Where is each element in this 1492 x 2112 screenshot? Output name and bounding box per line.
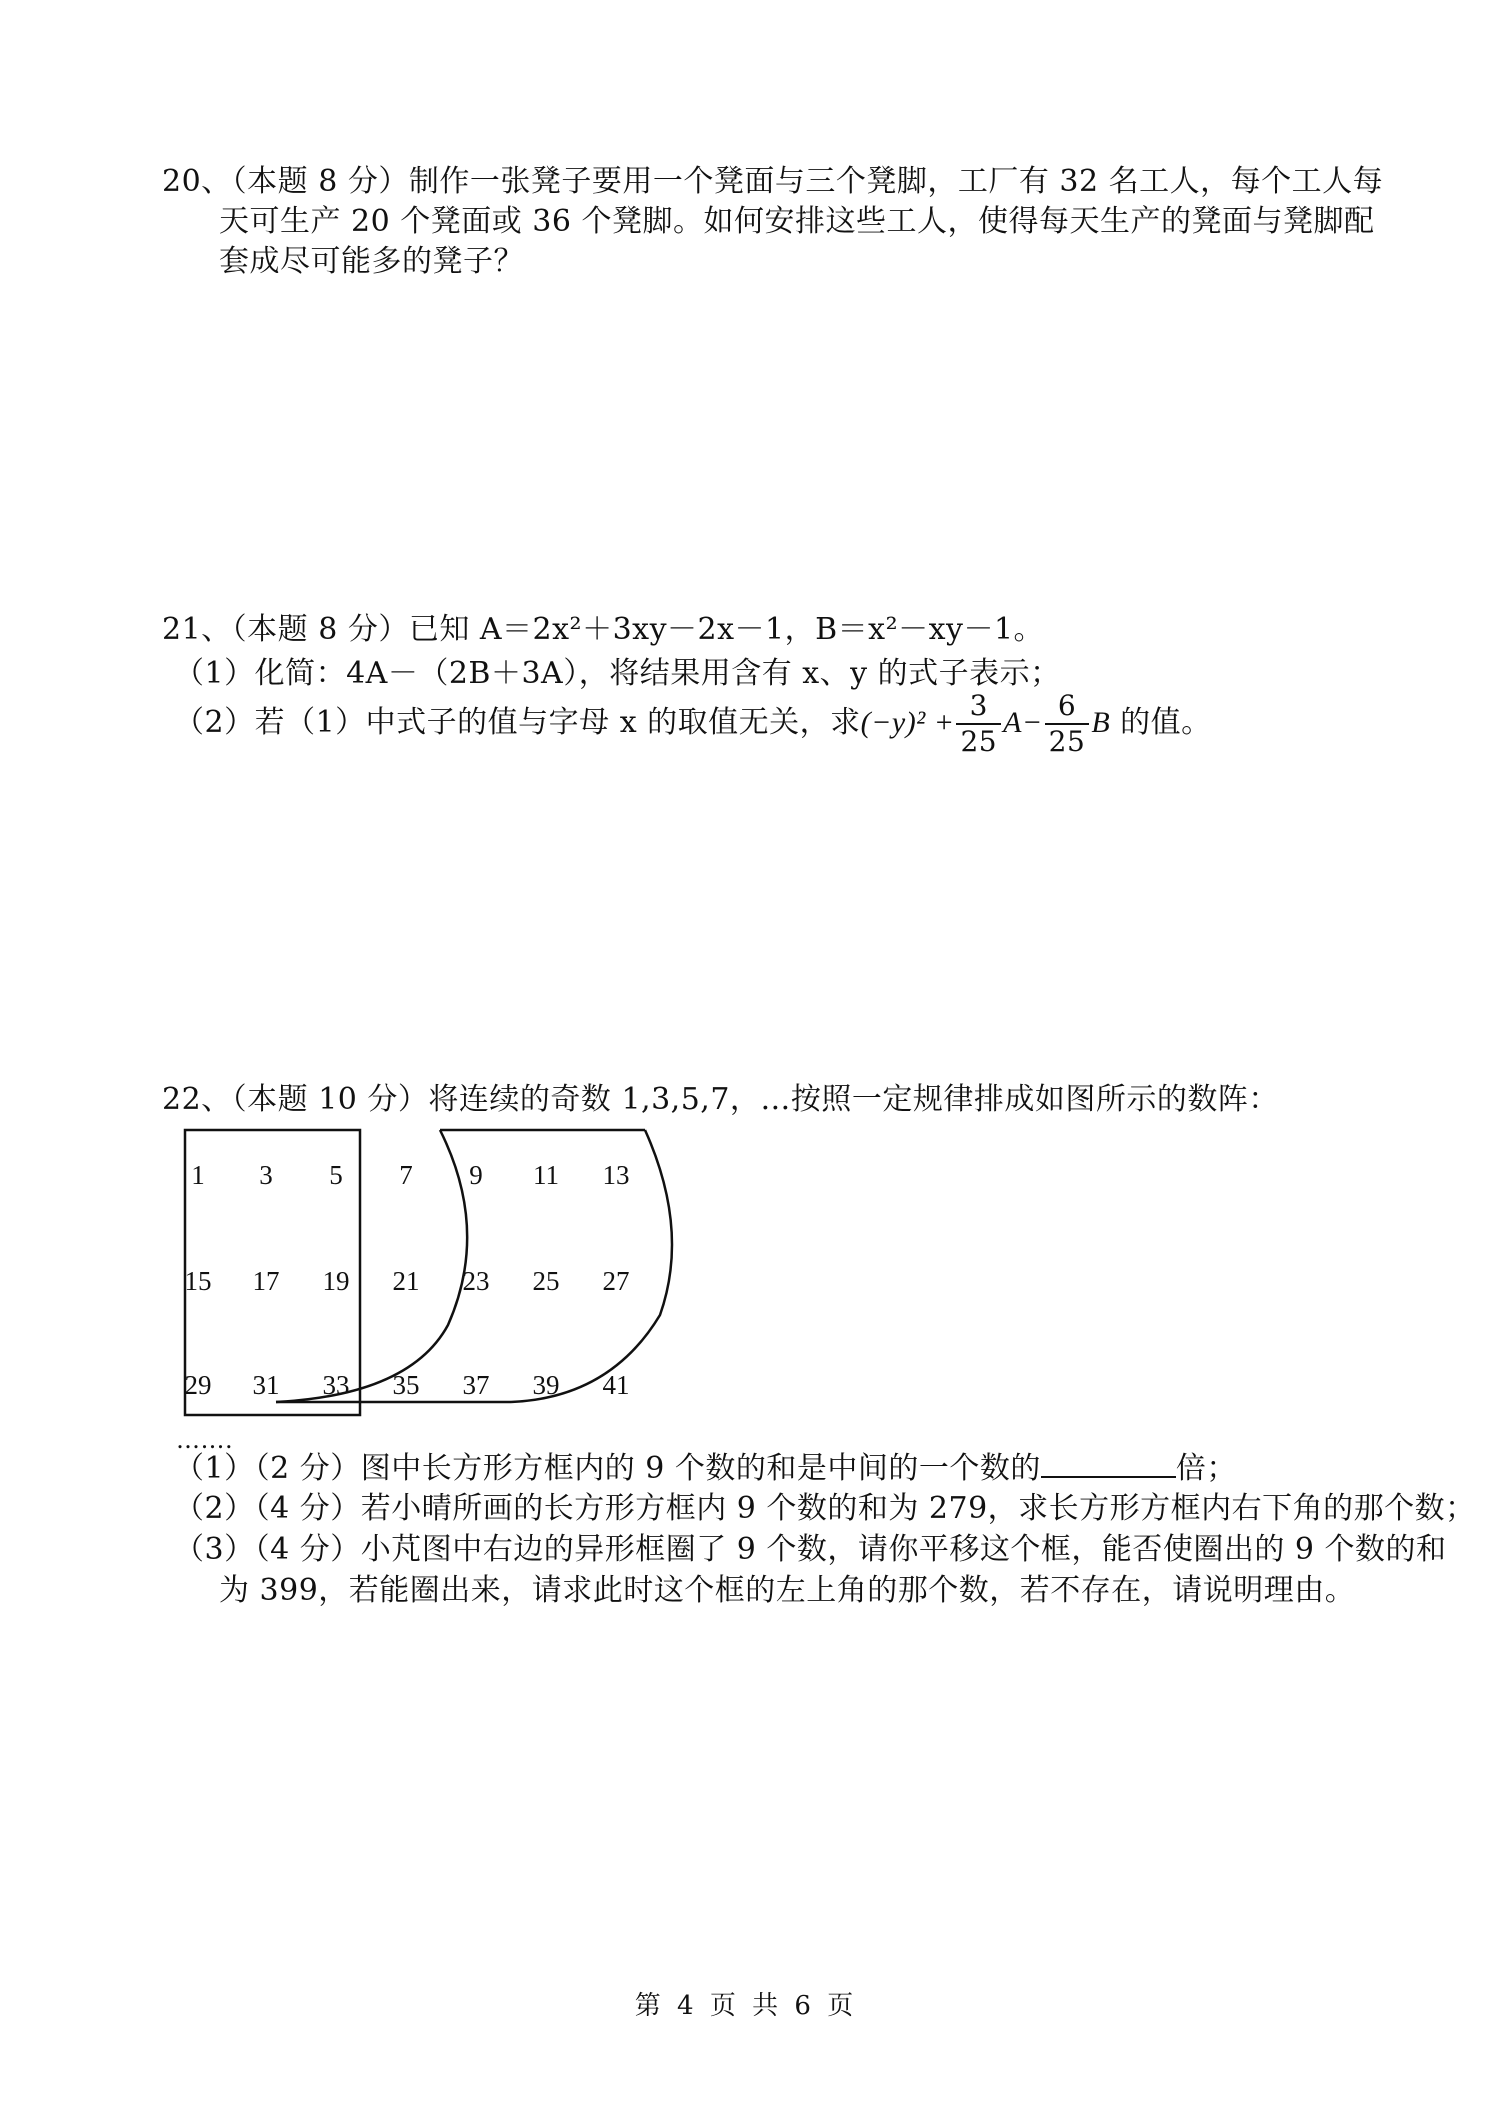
array-cell-r1-c6: 11 — [533, 1160, 559, 1190]
q21-fraction-2-numerator: 6 — [1057, 689, 1077, 722]
q22-part1 — [174, 1448, 1237, 1489]
q22-part1-suffix: 倍； — [1175, 1451, 1237, 1486]
number-array-cells — [185, 1160, 630, 1400]
q21-fraction-1-denominator: 25 — [956, 723, 1001, 756]
array-cell-r3-c2: 31 — [252, 1370, 280, 1400]
q20-line3: 套成尽可能多的凳子？ — [219, 244, 524, 279]
q21-fraction-2 — [1045, 689, 1090, 758]
q22-part2: （2）（4 分）若小晴所画的长方形方框内 9 个数的和为 279，求长方形方框内右下角的那个数； — [174, 1491, 1476, 1526]
array-cell-r2-c3: 19 — [322, 1266, 350, 1296]
q22-part3-line2: 为 399，若能圈出来，请求此时这个框的左上角的那个数，若不存在，请说明理由。 — [219, 1573, 1356, 1608]
q21-fraction-1-numerator: 3 — [969, 689, 988, 722]
q20-line2: 天可生产 20 个凳面或 36 个凳脚。如何安排这些工人，使得每天生产的凳面与凳脚配 — [219, 204, 1375, 239]
q21-part2-a: A− — [1003, 706, 1043, 739]
array-cell-r2-c5: 23 — [462, 1266, 490, 1296]
array-cell-r1-c5: 9 — [469, 1160, 483, 1190]
q22-ellipsis: ……. — [176, 1426, 234, 1454]
q21-fraction-1 — [956, 689, 1001, 758]
q21-part2-expr-a: (−y)² + — [860, 706, 955, 739]
array-cell-r3-c3: 33 — [322, 1370, 350, 1400]
q22-part1-text: （1）（2 分）图中长方形方框内的 9 个数的和是中间的一个数的 — [174, 1451, 1041, 1486]
q21-part2-suffix: 的值。 — [1110, 705, 1212, 740]
array-cell-r2-c1: 15 — [184, 1266, 212, 1296]
q21-part1: （1）化简：4A－（2B＋3A），将结果用含有 x、y 的式子表示； — [174, 656, 1061, 691]
array-cell-r2-c2: 17 — [252, 1266, 280, 1296]
answer-blank — [1041, 1448, 1176, 1478]
q21-stem: 21、（本题 8 分）已知 A＝2x²＋3xy－2x－1，B＝x²－xy－1。 — [162, 612, 1045, 647]
q21-part2-prefix: （2）若（1）中式子的值与字母 x 的取值无关，求 — [174, 705, 861, 740]
array-cell-r3-c5: 37 — [462, 1370, 490, 1400]
q21-fraction-2-denominator: 25 — [1045, 723, 1090, 756]
q22-stem: 22、（本题 10 分）将连续的奇数 1,3,5,7，…按照一定规律排成如图所示的数阵： — [162, 1082, 1279, 1117]
array-cell-r3-c7: 41 — [602, 1370, 630, 1400]
array-cell-r3-c1: 29 — [184, 1370, 212, 1400]
array-cell-r3-c6: 39 — [532, 1370, 560, 1400]
array-cell-r2-c6: 25 — [532, 1266, 560, 1296]
array-cell-r1-c2: 3 — [259, 1160, 273, 1190]
array-cell-r3-c4: 35 — [392, 1370, 420, 1400]
q20-line1: 20、（本题 8 分）制作一张凳子要用一个凳面与三个凳脚，工厂有 32 名工人，每个工人每 — [162, 164, 1384, 199]
array-cell-r1-c1: 1 — [191, 1160, 205, 1190]
array-cell-r2-c7: 27 — [602, 1266, 630, 1296]
array-cell-r1-c7: 13 — [602, 1160, 630, 1190]
array-cell-r1-c3: 5 — [329, 1160, 343, 1190]
array-cell-r2-c4: 21 — [392, 1266, 420, 1296]
q22-part3-line1: （3）（4 分）小芃图中右边的异形框圈了 9 个数，请你平移这个框，能否使圈出的 9 个数的和 — [174, 1532, 1447, 1567]
irregular-frame-left-curve — [276, 1130, 467, 1402]
q21-part2 — [174, 689, 1212, 758]
page-footer: 第 4 页 共 6 页 — [634, 1991, 858, 2021]
q21-part2-b: B — [1091, 706, 1111, 739]
array-cell-r1-c4: 7 — [399, 1160, 413, 1190]
number-array-figure — [170, 1080, 690, 1425]
